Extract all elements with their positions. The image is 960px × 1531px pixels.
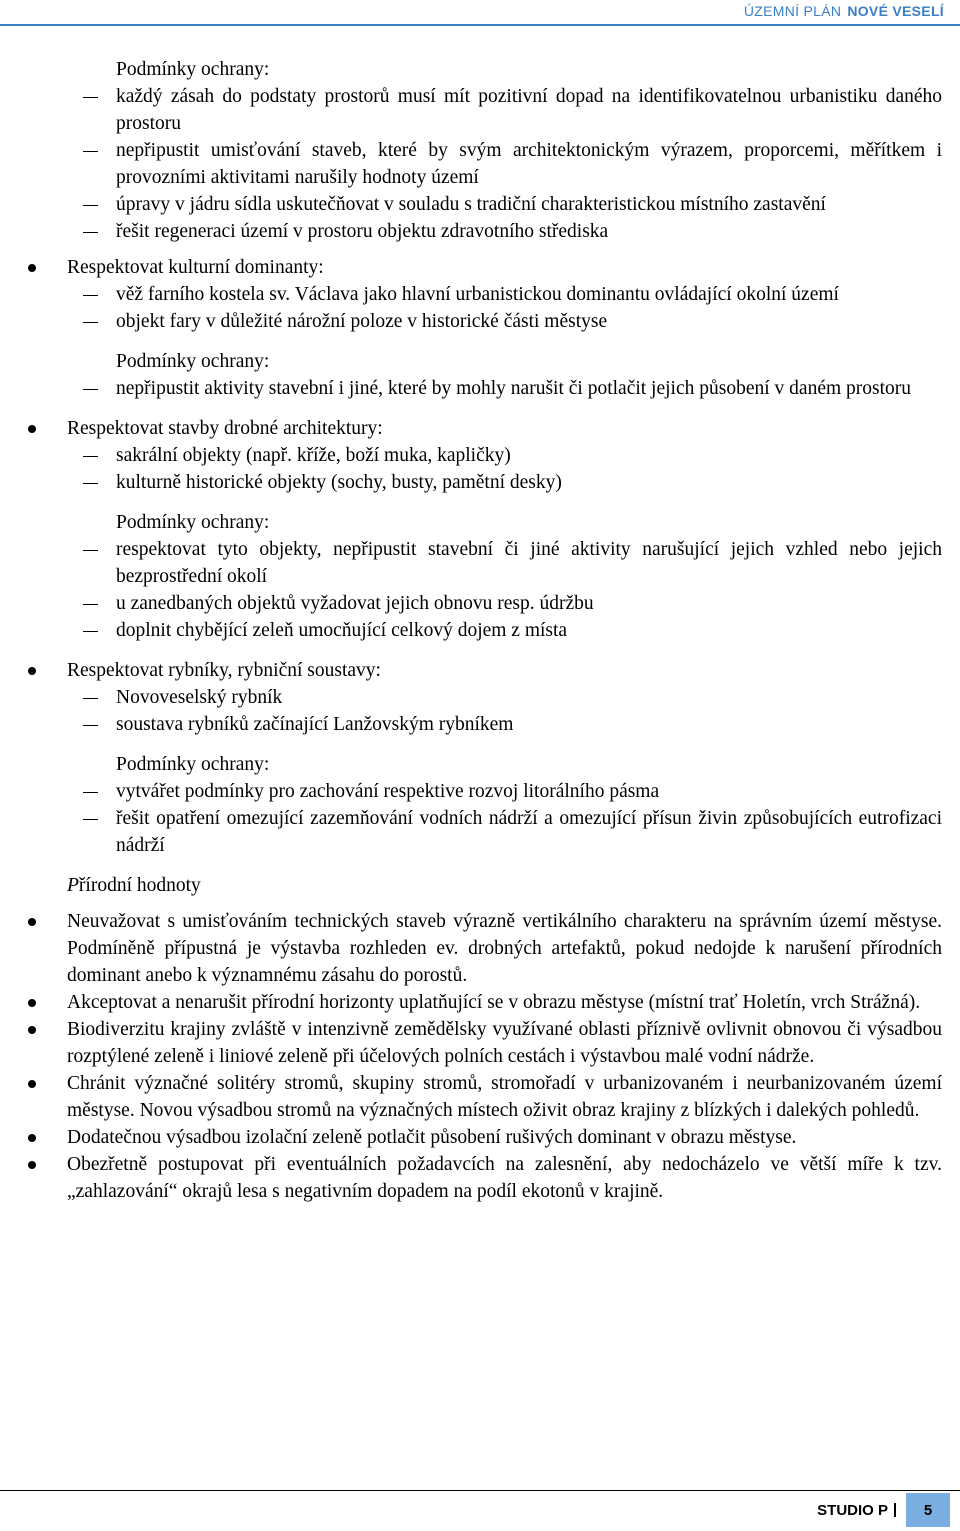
bullet-item: Respektovat rybníky, rybniční soustavy:: [0, 657, 942, 684]
bullet-item: Chránit význačné solitéry stromů, skupiny stromů, stromořadí v urbanizovaném i neurbanizovaném území městyse. Novou výsadbou stromů na význačných místech oživit obraz krajiny z blízkých i dalekých pohledů.: [0, 1070, 942, 1124]
sub-item: objekt fary v důležité nárožní poloze v historické části městyse: [0, 308, 942, 335]
sub-item: respektovat tyto objekty, nepřipustit stavební či jiné aktivity narušující jejich vzhled nebo jejich bezprostřední okolí: [0, 536, 942, 590]
header-plan-title: ÚZEMNÍ PLÁN: [743, 3, 842, 19]
sub-item: Novoveselský rybník: [0, 684, 942, 711]
sub-item: věž farního kostela sv. Václava jako hlavní urbanistickou dominantu ovládající okolní území: [0, 281, 942, 308]
sub-item: kulturně historické objekty (sochy, busty, pamětní desky): [0, 469, 942, 496]
bullet-item: Obezřetně postupovat při eventuálních požadavcích na zalesnění, aby nedocházelo ve větší míře k tzv. „zahlazování“ okrajů lesa s negativním dopadem na podíl ekotonů v krajině.: [0, 1151, 942, 1205]
bullet-item: Respektovat stavby drobné architektury:: [0, 415, 942, 442]
conditions-label: Podmínky ochrany:: [116, 59, 270, 80]
page-header: [744, 2, 944, 20]
sub-item: nepřipustit aktivity stavební i jiné, které by mohly narušit či potlačit jejich působení v daném prostoru: [0, 375, 942, 402]
header-divider: [0, 24, 960, 26]
section-heading-initial: P: [67, 875, 79, 896]
section-heading-text: řírodní hodnoty: [78, 875, 201, 896]
sub-item: soustava rybníků začínající Lanžovským rybníkem: [0, 711, 942, 738]
section-heading: [67, 872, 960, 899]
sub-item: sakrální objekty (např. kříže, boží muka, kapličky): [0, 442, 942, 469]
sub-item: vytvářet podmínky pro zachování respektive rozvoj litorálního pásma: [0, 778, 942, 805]
bullet-item: Akceptovat a nenarušit přírodní horizonty uplatňující se v obrazu městyse (místní trať Holetín, vrch Strážná).: [0, 989, 942, 1016]
footer-studio-name: STUDIO P: [817, 1501, 888, 1519]
sub-item: řešit regeneraci území v prostoru objektu zdravotního střediska: [0, 218, 942, 245]
sub-item: řešit opatření omezující zazemňování vodních nádrží a omezující přísun živin způsobujících eutrofizaci nádrží: [0, 805, 942, 859]
page-footer: [817, 1493, 950, 1527]
header-town-name: NOVÉ VESELÍ: [847, 3, 944, 19]
footer-divider: [0, 1490, 960, 1491]
sub-item: u zanedbaných objektů vyžadovat jejich obnovu resp. údržbu: [0, 590, 942, 617]
bullet-item: Dodatečnou výsadbou izolační zeleně potlačit působení rušivých dominant v obrazu městyse.: [0, 1124, 942, 1151]
page-number: 5: [906, 1493, 950, 1527]
footer-studio: [817, 1497, 906, 1524]
conditions-label: Podmínky ochrany:: [116, 351, 270, 372]
document-body: [0, 56, 960, 1205]
bullet-item: Biodiverzitu krajiny zvláště v intenzivně zemědělsky využívané oblasti příznivě ovlivnit obnovou či výsadbou rozptýlené zeleně i liniové zeleně při účelových polních cestách i výstavbou malé vodní nádrže.: [0, 1016, 942, 1070]
sub-item: každý zásah do podstaty prostorů musí mít pozitivní dopad na identifikovatelnou urbanistiku daného prostoru: [0, 83, 942, 137]
sub-item: doplnit chybějící zeleň umocňující celkový dojem z místa: [0, 617, 942, 644]
bullet-item: Neuvažovat s umisťováním technických staveb výrazně vertikálního charakteru na správním území městyse. Podmíněně přípustná je výstavba rozhleden ev. drobných artefaktů, pokud nedojde k narušení přírodních dominant anebo k významnému zásahu do porostů.: [0, 908, 942, 989]
sub-item: nepřipustit umisťování staveb, které by svým architektonickým výrazem, proporcemi, měřítkem i provozními aktivitami narušily hodnoty území: [0, 137, 942, 191]
conditions-label: Podmínky ochrany:: [116, 754, 270, 775]
sub-item: úpravy v jádru sídla uskutečňovat v souladu s tradiční charakteristickou místního zastavění: [0, 191, 942, 218]
footer-separator: [894, 1503, 896, 1517]
conditions-label: Podmínky ochrany:: [116, 512, 270, 533]
bullet-item: Respektovat kulturní dominanty:: [0, 254, 942, 281]
